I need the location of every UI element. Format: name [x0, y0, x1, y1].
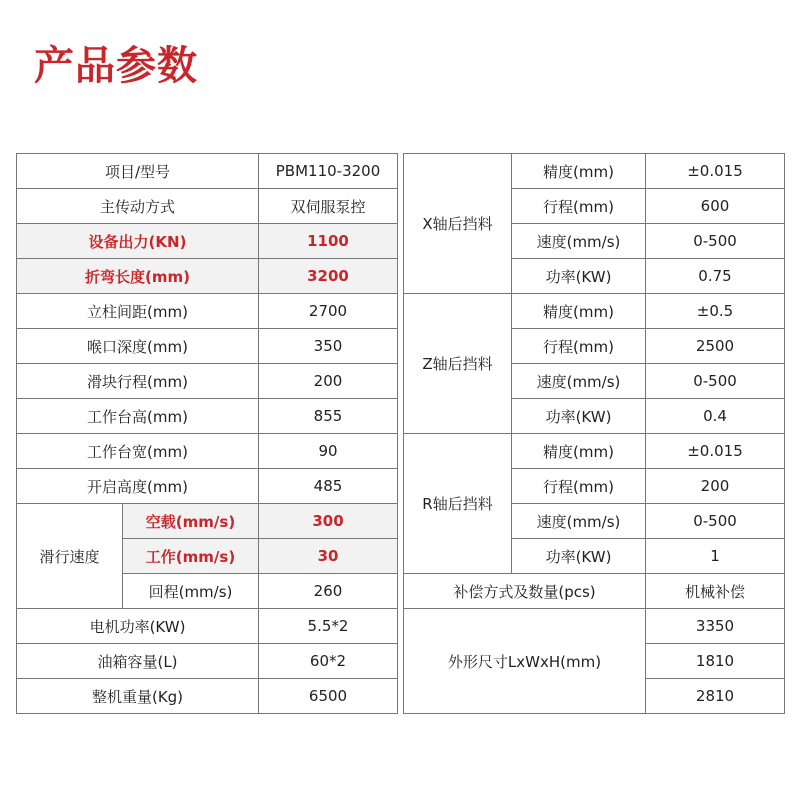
spec-value: 0.75 [646, 259, 785, 294]
table-row [17, 399, 398, 434]
table-row [17, 434, 398, 469]
spec-sublabel: 行程(mm) [512, 329, 646, 364]
spec-sublabel: 功率(KW) [512, 399, 646, 434]
spec-sublabel: 精度(mm) [512, 294, 646, 329]
spec-value: 双伺服泵控 [259, 189, 398, 224]
spec-value: 3200 [259, 259, 398, 294]
spec-value: ±0.015 [646, 154, 785, 189]
spec-value: 200 [646, 469, 785, 504]
table-row [17, 469, 398, 504]
spec-value: 0.4 [646, 399, 785, 434]
table-row [404, 434, 785, 469]
spec-sublabel: 工作(mm/s) [123, 539, 259, 574]
spec-value: 0-500 [646, 224, 785, 259]
spec-label: 喉口深度(mm) [17, 329, 259, 364]
compensation-label: 补偿方式及数量(pcs) [404, 574, 646, 609]
spec-label: 工作台高(mm) [17, 399, 259, 434]
spec-value: 200 [259, 364, 398, 399]
spec-sublabel: 速度(mm/s) [512, 504, 646, 539]
spec-sublabel: 回程(mm/s) [123, 574, 259, 609]
spec-value: 30 [259, 539, 398, 574]
dimensions-label: 外形尺寸LxWxH(mm) [404, 609, 646, 714]
spec-value: 90 [259, 434, 398, 469]
table-row [17, 504, 398, 539]
page-title: 产品参数 [34, 43, 198, 89]
spec-table-right [403, 153, 785, 714]
spec-value: 0-500 [646, 364, 785, 399]
spec-value: 300 [259, 504, 398, 539]
spec-label: 主传动方式 [17, 189, 259, 224]
spec-sublabel: 速度(mm/s) [512, 224, 646, 259]
spec-value: 2700 [259, 294, 398, 329]
table-row [17, 154, 398, 189]
spec-value: 600 [646, 189, 785, 224]
spec-value: 485 [259, 469, 398, 504]
compensation-value: 机械补偿 [646, 574, 785, 609]
spec-value: 2500 [646, 329, 785, 364]
spec-label: 项目/型号 [17, 154, 259, 189]
spec-value: PBM110-3200 [259, 154, 398, 189]
spec-label: 电机功率(KW) [17, 609, 259, 644]
table-row [404, 154, 785, 189]
spec-label: 工作台宽(mm) [17, 434, 259, 469]
spec-label: 立柱间距(mm) [17, 294, 259, 329]
table-row [17, 644, 398, 679]
table-row [17, 224, 398, 259]
table-row [17, 294, 398, 329]
table-row [17, 259, 398, 294]
spec-sublabel: 功率(KW) [512, 259, 646, 294]
spec-value: 350 [259, 329, 398, 364]
table-row [404, 294, 785, 329]
table-row [404, 609, 785, 644]
spec-label: 开启高度(mm) [17, 469, 259, 504]
spec-value: 5.5*2 [259, 609, 398, 644]
spec-label: 设备出力(KN) [17, 224, 259, 259]
r-axis-backgauge-label: R轴后挡料 [404, 434, 512, 574]
spec-sublabel: 精度(mm) [512, 434, 646, 469]
spec-label: 折弯长度(mm) [17, 259, 259, 294]
spec-sublabel: 空载(mm/s) [123, 504, 259, 539]
dimension-value: 1810 [646, 644, 785, 679]
spec-value: 6500 [259, 679, 398, 714]
z-axis-backgauge-label: Z轴后挡料 [404, 294, 512, 434]
spec-value: 60*2 [259, 644, 398, 679]
spec-value: 1 [646, 539, 785, 574]
x-axis-backgauge-label: X轴后挡料 [404, 154, 512, 294]
table-row [404, 574, 785, 609]
spec-table-left [16, 153, 398, 714]
spec-sublabel: 速度(mm/s) [512, 364, 646, 399]
table-row [17, 679, 398, 714]
dimension-value: 3350 [646, 609, 785, 644]
spec-sublabel: 精度(mm) [512, 154, 646, 189]
spec-value: 1100 [259, 224, 398, 259]
table-row [17, 189, 398, 224]
spec-label: 滑块行程(mm) [17, 364, 259, 399]
spec-value: ±0.015 [646, 434, 785, 469]
table-row [17, 609, 398, 644]
spec-value: ±0.5 [646, 294, 785, 329]
spec-sublabel: 功率(KW) [512, 539, 646, 574]
spec-value: 0-500 [646, 504, 785, 539]
spec-value: 855 [259, 399, 398, 434]
dimension-value: 2810 [646, 679, 785, 714]
slide-speed-label: 滑行速度 [17, 504, 123, 609]
spec-sublabel: 行程(mm) [512, 469, 646, 504]
spec-value: 260 [259, 574, 398, 609]
spec-sublabel: 行程(mm) [512, 189, 646, 224]
spec-label: 整机重量(Kg) [17, 679, 259, 714]
table-row [17, 329, 398, 364]
table-row [17, 364, 398, 399]
spec-label: 油箱容量(L) [17, 644, 259, 679]
